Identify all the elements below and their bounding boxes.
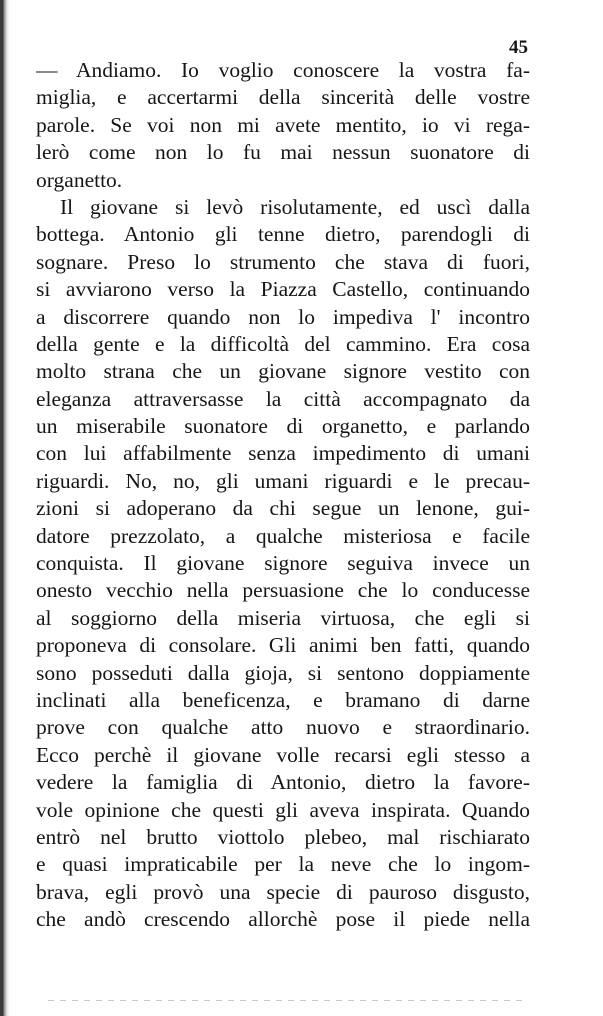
text-line: eleganza attraversasse la città accompagnato da (36, 386, 530, 411)
text-line: molto strana che un giovane signore vestito con (36, 359, 530, 384)
text-line: sono posseduti dalla gioja, si sentono doppiamente (36, 660, 530, 685)
text-line: sognare. Preso lo strumento che stava di fuori, (36, 249, 530, 274)
text-line: riguardi. No, no, gli umani riguardi e le precau- (36, 468, 530, 493)
text-line: lerò come non lo fu mai nessun suonatore di (36, 140, 530, 165)
text-line: proponeva di consolare. Gli animi ben fatti, quando (36, 633, 530, 658)
text-line: bottega. Antonio gli tenne dietro, parendogli di (36, 222, 530, 247)
text-line: miglia, e accertarmi della sincerità delle vostre (36, 85, 530, 110)
text-line: brava, egli provò una specie di pauroso disgusto, (36, 879, 530, 904)
text-line: zioni si adoperano da chi segue un lenone, gui- (36, 496, 530, 521)
text-line: e quasi impraticabile per la neve che lo ingom- (36, 852, 530, 877)
text-line: con lui affabilmente senza impedimento di umani (36, 441, 530, 466)
text-line: inclinati alla beneficenza, e bramano di darne (36, 687, 530, 712)
text-line: Il giovane si levò risolutamente, ed uscì dalla (60, 194, 530, 219)
text-line: a discorrere quando non lo impediva l' incontro (36, 304, 530, 329)
text-line: che andò crescendo allorchè pose il piede nella (36, 907, 530, 932)
text-line: conquista. Il giovane signore seguiva invece un (36, 551, 530, 576)
text-line: organetto. (36, 167, 123, 192)
text-line: prove con qualche atto nuovo e straordinario. (36, 715, 530, 740)
page-binding-edge (0, 0, 10, 1016)
text-line: della gente e la difficoltà del cammino. Era cosa (36, 331, 530, 356)
text-line: — Andiamo. Io voglio conoscere la vostra fa- (36, 58, 530, 82)
text-line: Ecco perchè il giovane volle recarsi egli stesso a (36, 742, 530, 767)
text-line: datore prezzolato, a qualche misteriosa e facile (36, 523, 530, 548)
page-number: 45 (509, 37, 528, 58)
text-line: entrò nel brutto viottolo plebeo, mal rischiarato (36, 824, 530, 849)
body-text (36, 57, 530, 934)
text-line: si avviarono verso la Piazza Castello, continuando (36, 277, 530, 302)
text-line: vole opinione che questi gli aveva inspirata. Quando (36, 797, 530, 822)
bottom-rule (48, 1000, 528, 1001)
text-line: onesto vecchio nella persuasione che lo conducesse (36, 578, 530, 603)
text-line: parole. Se voi non mi avete mentito, io vi rega- (36, 112, 530, 137)
text-line: vedere la famiglia di Antonio, dietro la favore- (36, 770, 530, 795)
text-line: al soggiorno della miseria virtuosa, che egli si (36, 605, 530, 630)
text-line: un miserabile suonatore di organetto, e parlando (36, 414, 530, 439)
